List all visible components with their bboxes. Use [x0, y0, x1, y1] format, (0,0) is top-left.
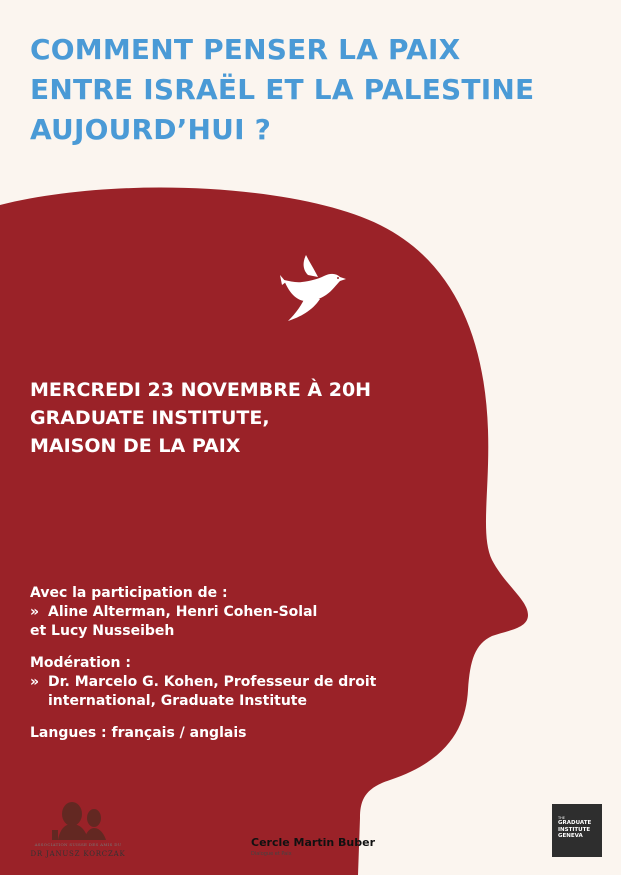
- korczak-name-text: DR JANUSZ KORCZAK: [30, 850, 126, 858]
- bullet-icon: »: [30, 674, 40, 690]
- participation-heading: Avec la participation de :: [30, 585, 228, 601]
- buber-title: Cercle Martin Buber: [251, 836, 375, 849]
- gi-line: GRADUATE: [558, 820, 592, 826]
- korczak-association-logo: [18, 800, 138, 864]
- buber-subtitle: Dialogue et Paix: [251, 851, 292, 857]
- title-line: AUJOURD’HUI ?: [30, 113, 272, 146]
- moderator-line: [30, 673, 377, 692]
- gi-the-text: THE: [558, 816, 565, 820]
- moderator-text: Dr. Marcelo G. Kohen, Professeur de droit: [48, 674, 377, 690]
- event-details: [30, 376, 371, 460]
- bullet-icon: »: [30, 604, 40, 620]
- languages-text: Langues : français / anglais: [30, 725, 247, 741]
- event-venue-room: MAISON DE LA PAIX: [30, 435, 241, 457]
- korczak-small-text: ASSOCIATION SUISSE DES AMIS DU: [34, 842, 122, 847]
- event-date: MERCREDI 23 NOVEMBRE À 20H: [30, 379, 372, 401]
- event-venue: GRADUATE INSTITUTE,: [30, 407, 270, 429]
- gi-line: GENEVA: [558, 833, 583, 839]
- moderation-block: [30, 654, 377, 711]
- dove-icon: [280, 255, 348, 325]
- moderation-heading: Modération :: [30, 655, 131, 671]
- moderator-line-2: international, Graduate Institute: [48, 693, 307, 709]
- title-line: COMMENT PENSER LA PAIX: [30, 33, 461, 66]
- participants-line-2: et Lucy Nusseibeh: [30, 623, 175, 639]
- korczak-portrait-icon: [50, 800, 108, 840]
- languages-block: [30, 724, 360, 743]
- gi-line: INSTITUTE: [558, 826, 591, 833]
- event-info: [30, 584, 377, 756]
- participation-block: [30, 584, 360, 641]
- buber-circle-logo: [251, 836, 375, 857]
- title-line: ENTRE ISRAËL ET LA PALESTINE: [30, 73, 535, 106]
- event-title: [30, 30, 534, 150]
- participants-line: [30, 603, 360, 622]
- participants-text: Aline Alterman, Henri Cohen-Solal: [48, 604, 318, 620]
- graduate-institute-logo: [552, 804, 602, 857]
